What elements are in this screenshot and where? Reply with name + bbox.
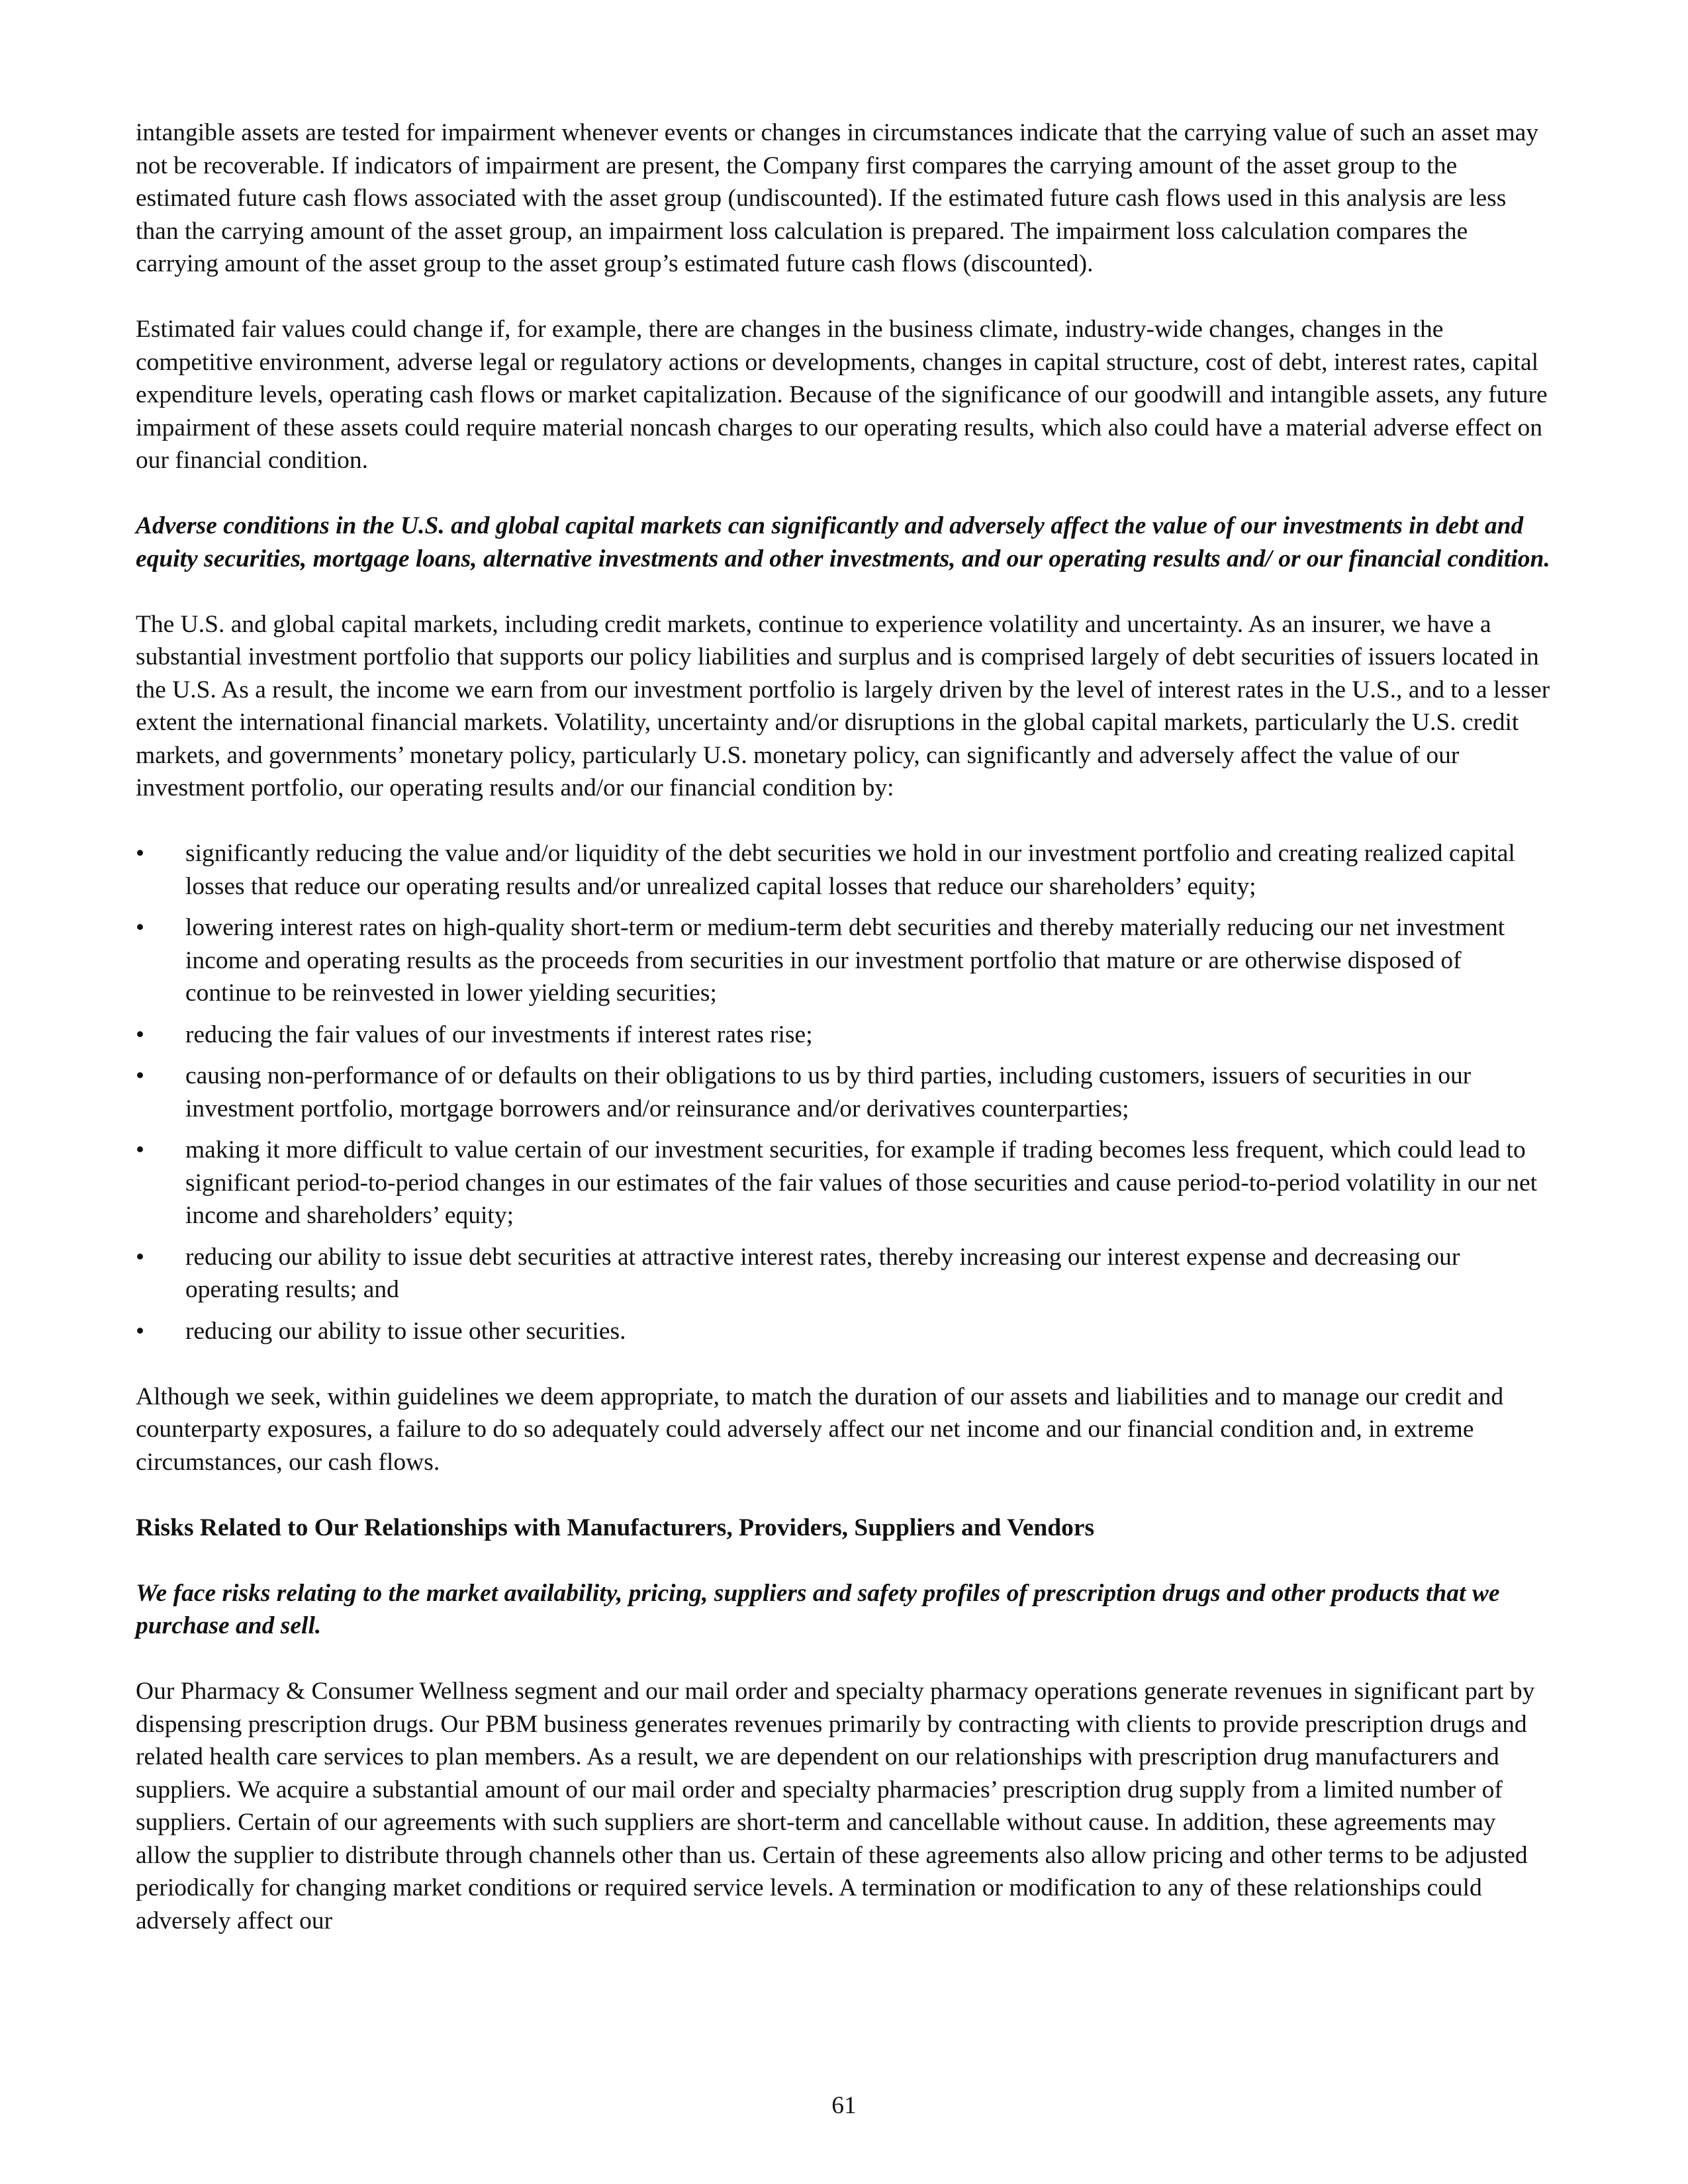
list-item <box>136 911 1552 1010</box>
list-item <box>136 837 1552 903</box>
list-item <box>136 1019 1552 1052</box>
section-heading-relationships: Risks Related to Our Relationships with Manufacturers, Providers, Suppliers and Vendors <box>136 1514 1095 1541</box>
list-item-text: causing non-performance of or defaults on their obligations to us by third parties, including customers, issuers of securities in our investment portfolio, mortgage borrowers and/or reinsurance and/or derivatives counterparties; <box>185 1062 1472 1122</box>
paragraph-impairment-testing: intangible assets are tested for impairment whenever events or changes in circumstances indicate that the carrying value of such an asset may not be recoverable. If indicators of impairment are present, the Company first compares the carrying amount of the asset group to the estimated future cash flows associated with the asset group (undiscounted). If the estimated future cash flows used in this analysis are less than the carrying amount of the asset group, an impairment loss calculation is prepared. The impairment loss calculation compares the carrying amount of the asset group to the asset group’s estimated future cash flows (discounted). <box>136 119 1539 277</box>
list-item <box>136 1060 1552 1125</box>
paragraph-pharmacy-suppliers: Our Pharmacy & Consumer Wellness segment and our mail order and specialty pharmacy operations generate revenues in significant part by dispensing prescription drugs. Our PBM business generates revenues primarily by contracting with clients to provide prescription drugs and related health care services to plan members. As a result, we are dependent on our relationships with prescription drug manufacturers and suppliers. We acquire a substantial amount of our mail order and specialty pharmacies’ prescription drug supply from a limited number of suppliers. Certain of our agreements with such suppliers are short-term and cancellable without cause. In addition, these agreements may allow the supplier to distribute through channels other than us. Certain of these agreements also allow pricing and other terms to be adjusted periodically for changing market conditions or required service levels. A termination or modification to any of these relationships could adversely affect our <box>136 1678 1535 1934</box>
bullet-icon: • <box>136 840 145 867</box>
bullet-icon: • <box>136 1317 145 1345</box>
heading-drug-supply-risk: We face risks relating to the market availability, pricing, suppliers and safety profiles of prescription drugs and other products that we purchase and sell. <box>136 1579 1500 1639</box>
bullet-icon: • <box>136 1021 145 1048</box>
paragraph-capital-markets: The U.S. and global capital markets, including credit markets, continue to experience volatility and uncertainty. As an insurer, we have a substantial investment portfolio that supports our policy liabilities and surplus and is comprised largely of debt securities of issuers located in the U.S. As a result, the income we earn from our investment portfolio is largely driven by the level of interest rates in the U.S., and to a lesser extent the international financial markets. Volatility, uncertainty and/or disruptions in the global capital markets, particularly the U.S. credit markets, and governments’ monetary policy, particularly U.S. monetary policy, can significantly and adversely affect the value of our investment portfolio, our operating results and/or our financial condition by: <box>136 610 1550 801</box>
bullet-list-capital-market-effects <box>136 837 1552 1347</box>
document-page <box>136 116 1552 1970</box>
list-item-text: reducing our ability to issue other securities. <box>185 1317 626 1345</box>
list-item <box>136 1241 1552 1306</box>
list-item-text: lowering interest rates on high-quality short-term or medium-term debt securities and thereby materially reducing our net investment income and operating results as the proceeds from securities in our investment portfolio that mature or are otherwise disposed of continue to be reinvested in lower yielding securities; <box>185 914 1505 1007</box>
list-item <box>136 1315 1552 1348</box>
page-number: 61 <box>831 2092 857 2119</box>
bullet-icon: • <box>136 914 145 941</box>
bullet-icon: • <box>136 1136 145 1163</box>
list-item-text: reducing our ability to issue debt securities at attractive interest rates, thereby increasing our interest expense and decreasing our operating results; and <box>185 1243 1460 1303</box>
paragraph-fair-values: Estimated fair values could change if, for example, there are changes in the business climate, industry-wide changes, changes in the competitive environment, adverse legal or regulatory actions or developments, changes in capital structure, cost of debt, interest rates, capital expenditure levels, operating cash flows or market capitalization. Because of the significance of our goodwill and intangible assets, any future impairment of these assets could require material noncash charges to our operating results, which also could have a material adverse effect on our financial condition. <box>136 316 1548 474</box>
list-item-text: making it more difficult to value certain of our investment securities, for example if trading becomes less frequent, which could lead to significant period-to-period changes in our estimates of the fair values of those securities and cause period-to-period volatility in our net income and shareholders’ equity; <box>185 1136 1538 1229</box>
list-item-text: reducing the fair values of our investments if interest rates rise; <box>185 1021 813 1048</box>
paragraph-duration-matching: Although we seek, within guidelines we deem appropriate, to match the duration of our assets and liabilities and to manage our credit and counterparty exposures, a failure to do so adequately could adversely affect our net income and our financial condition and, in extreme circumstances, our cash flows. <box>136 1383 1504 1476</box>
heading-capital-markets-risk: Adverse conditions in the U.S. and global capital markets can significantly and adversely affect the value of our investments in debt and equity securities, mortgage loans, alternative investments and other investments, and our operating results and/ or our financial condition. <box>136 512 1550 572</box>
list-item <box>136 1134 1552 1232</box>
list-item-text: significantly reducing the value and/or liquidity of the debt securities we hold in our investment portfolio and creating realized capital losses that reduce our operating results and/or unrealized capital losses that reduce our shareholders’ equity; <box>185 840 1515 900</box>
bullet-icon: • <box>136 1243 145 1271</box>
bullet-icon: • <box>136 1062 145 1089</box>
